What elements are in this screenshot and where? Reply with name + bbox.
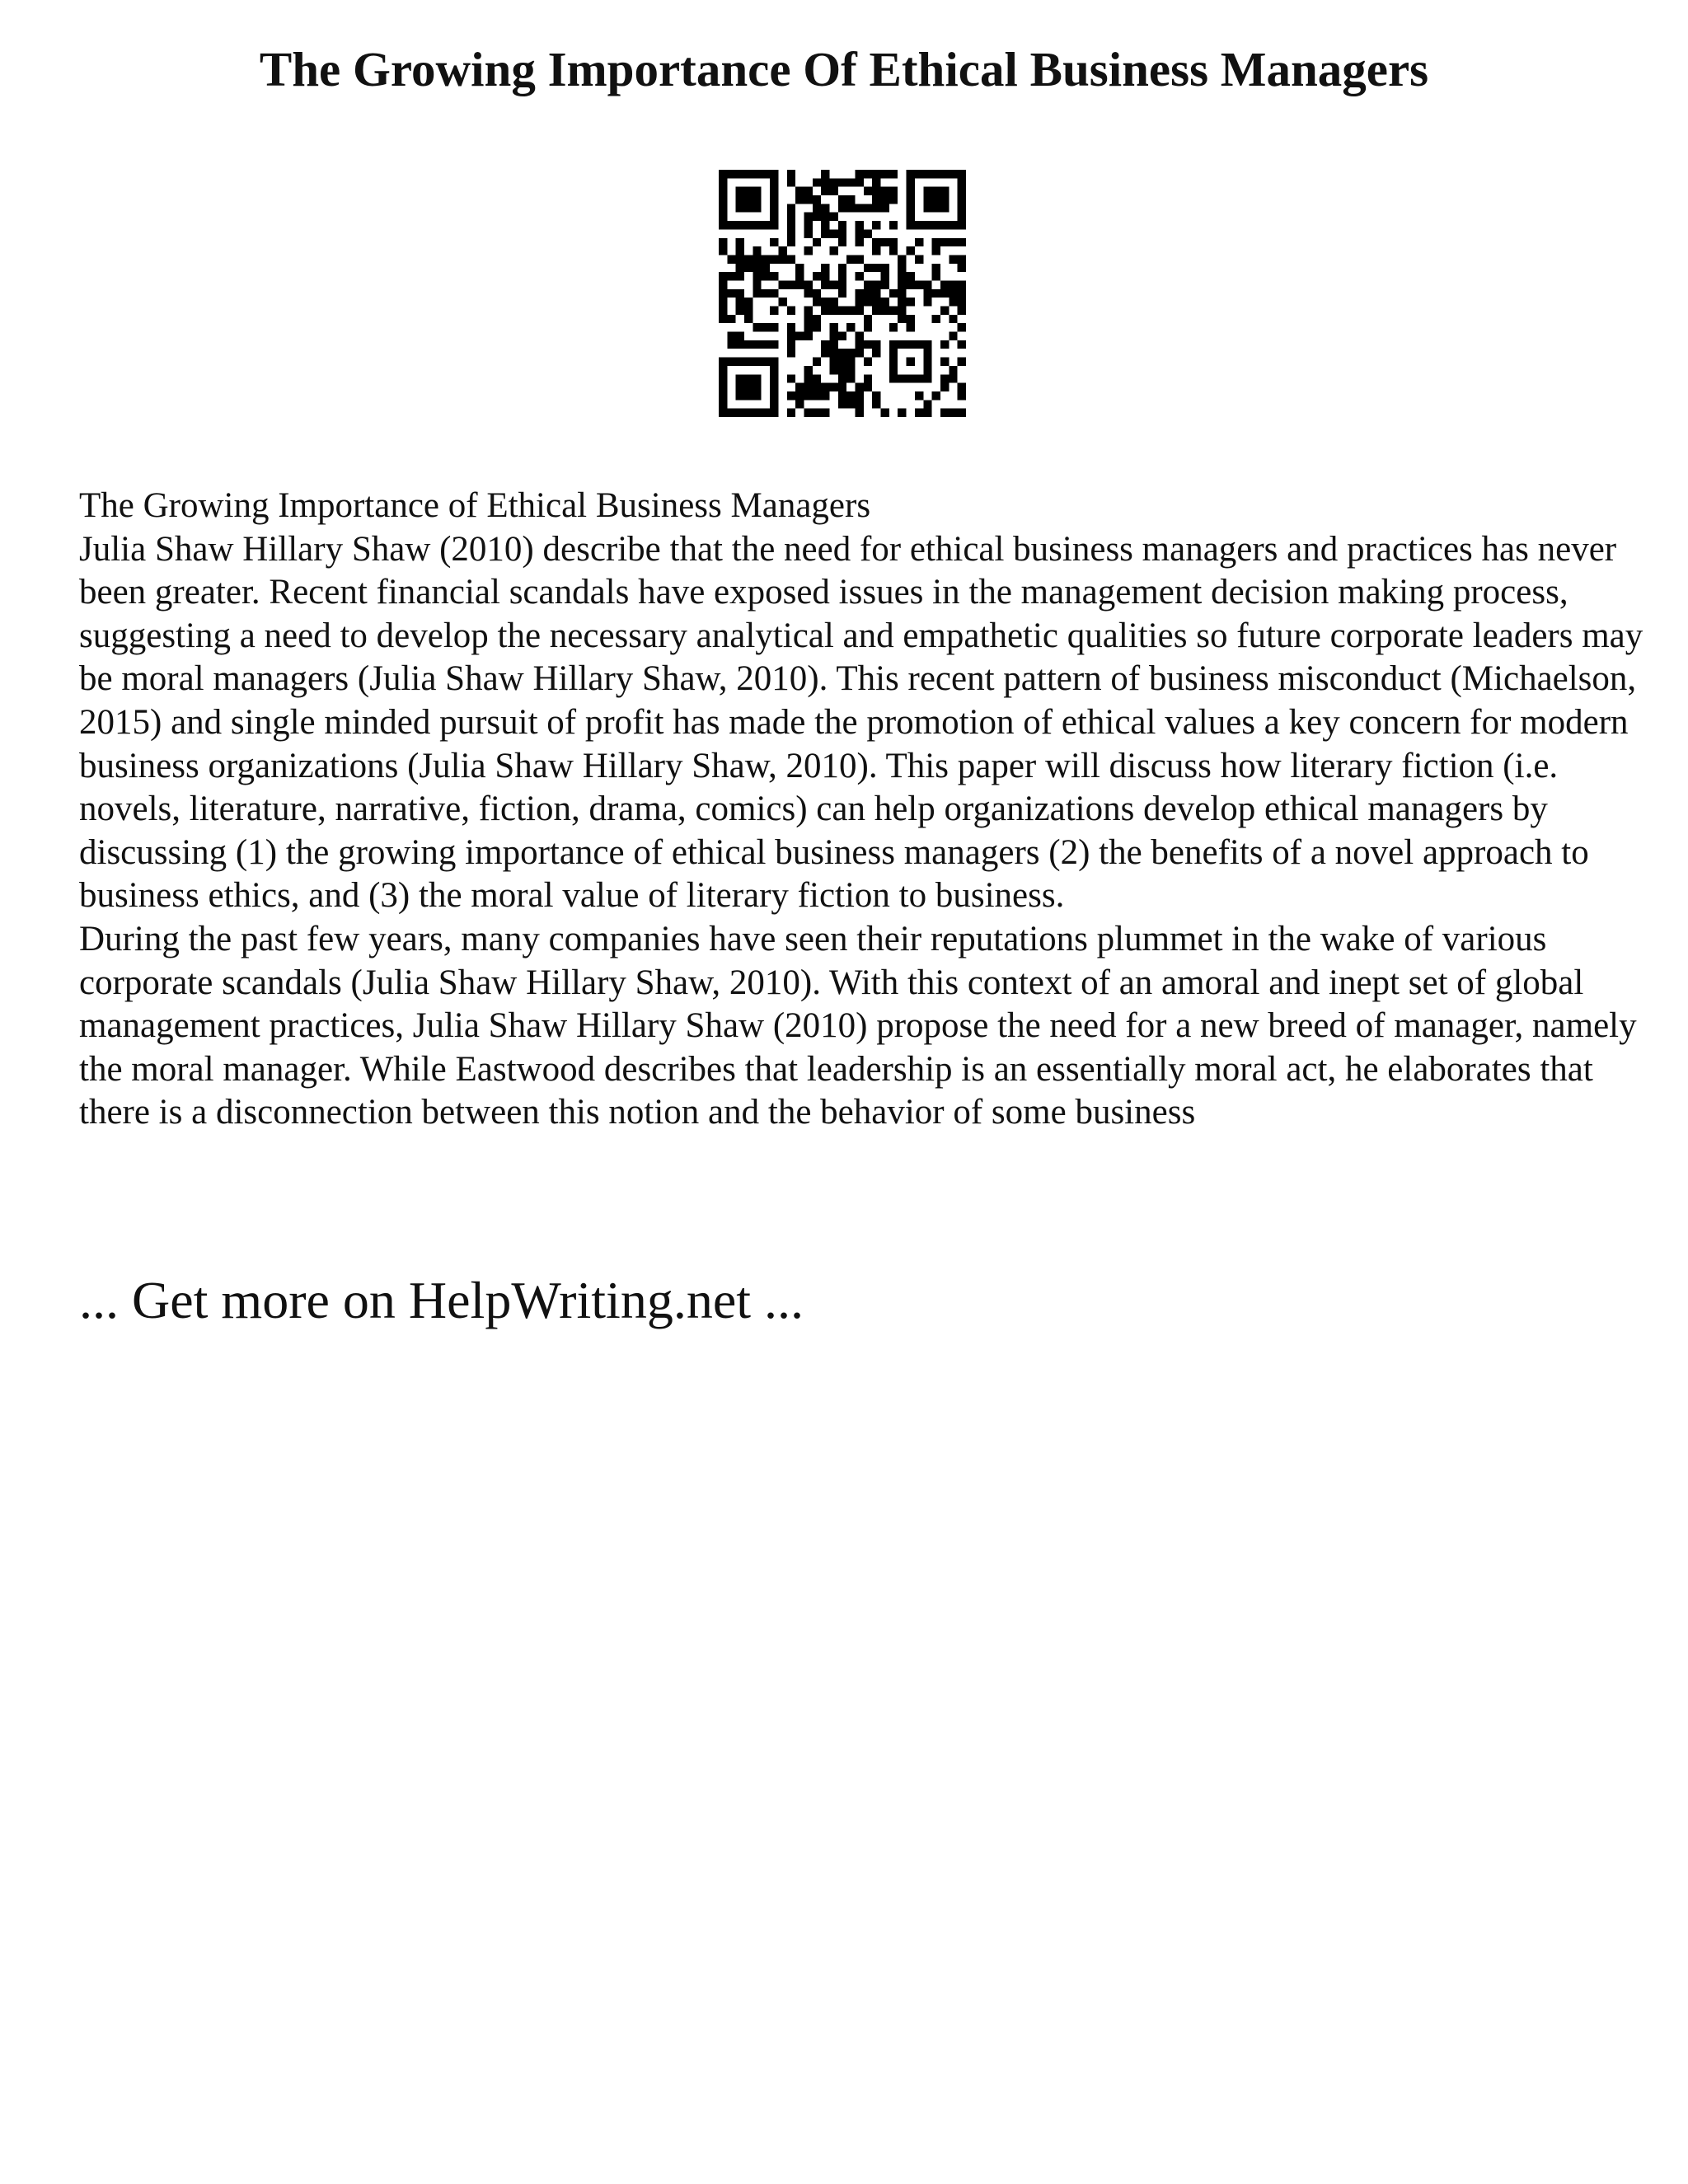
document-title: The Growing Importance Of Ethical Business Managers: [259, 42, 1429, 96]
get-more-link[interactable]: ... Get more on HelpWriting.net ...: [79, 1271, 804, 1329]
body-heading-paragraph: The Growing Importance of Ethical Business Managers: [79, 486, 871, 525]
document-body: [79, 485, 1645, 1135]
body-paragraph: During the past few years, many companies have seen their reputations plummet in the wake of various corporate scandals (Julia Shaw Hillary Shaw, 2010). With this context of an amoral and inept set of global management practices, Julia Shaw Hillary Shaw (2010) propose the need for a new breed of manager, namely the moral manager. While Eastwood describes that leadership is an essentially moral act, he elaborates that there is a disconnection between this notion and the behavior of some business: [79, 919, 1637, 1132]
body-paragraph: Julia Shaw Hillary Shaw (2010) describe that the need for ethical business managers and practices has never been greater. Recent financial scandals have exposed issues in the management decision making process, suggesting a need to develop the necessary analytical and empathetic qualities so future corporate leaders may be moral managers (Julia Shaw Hillary Shaw, 2010). This recent pattern of business misconduct (Michaelson, 2015) and single minded pursuit of profit has made the promotion of ethical values a key concern for modern business organizations (Julia Shaw Hillary Shaw, 2010). This paper will discuss how literary fiction (i.e. novels, literature, narrative, fiction, drama, comics) can help organizations develop ethical managers by discussing (1) the growing importance of ethical business managers (2) the benefits of a novel approach to business ethics, and (3) the moral value of literary fiction to business.: [79, 529, 1643, 916]
qr-code-icon: [719, 170, 966, 417]
